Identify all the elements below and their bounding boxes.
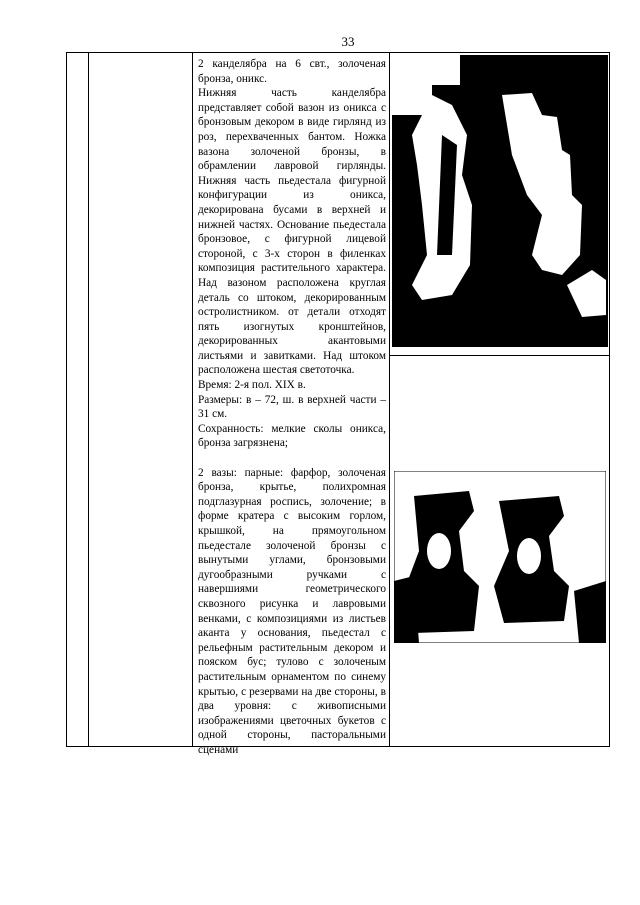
- inventory-table: [66, 52, 610, 756]
- row-divider: [389, 355, 609, 356]
- candelabra-dimensions: Размеры: в – 72, ш. в верхней части – 31 см.: [198, 393, 386, 421]
- vases-description: 2 вазы: парные: фарфор, золоченая бронза, крытье, полихромная подглазурная роспись, золочение; в форме кратера с высоким горлом, крышкой, на прямоугольном пьедестале золоченой бронзы с вынутыми углами, бронзовыми дугообразными ручками с навершиями геометрического сквозного рисунка и лавровыми венками, с композициями из листьев аканта у основания, пьедестал с рельефным растительным декором и пояском бус; тулово с золоченым растительным орнаментом по синему крытью, с резервами на две стороны, в два уровня: с живописными изображениями цветочных букетов с одной стороны, пасторальными сценами: [198, 466, 386, 756]
- vases-photo: [394, 471, 606, 643]
- description-cell: [198, 57, 386, 758]
- column-divider: [88, 53, 89, 746]
- candelabra-date: Время: 2-я пол. XIX в.: [198, 379, 306, 392]
- column-divider: [389, 53, 390, 746]
- column-divider: [192, 53, 193, 746]
- candelabra-condition: Сохранность: мелкие сколы оникса, бронза загрязнена;: [198, 422, 386, 450]
- candelabra-title: 2 канделябра на 6 свт., золоченая бронза, оникс.: [198, 58, 386, 85]
- candelabra-description: Нижняя часть канделябра представляет собой вазон из оникса с бронзовым декором в виде гирлянд из роз, перехваченных бантом. Ножка вазона золоченой бронзы, в обрамлении лавровой гирлянды. Нижняя часть пьедестала фигурной конфигурации из оникса, декорирована бусами в верхней и нижней частях. Основание пьедестала бронзовое, с фигурной лицевой стороной, с 3-х сторон в филенках композиция растительного характера. Над вазоном расположена круглая деталь со штоком, декорированным остролистником. от детали отходят пять изогнутых кронштейнов, декорированных акантовыми листьями и завитками. Над штоком расположена шестая светоточка.: [198, 87, 386, 377]
- candelabra-photo: [392, 55, 608, 347]
- page-number: 33: [341, 34, 355, 49]
